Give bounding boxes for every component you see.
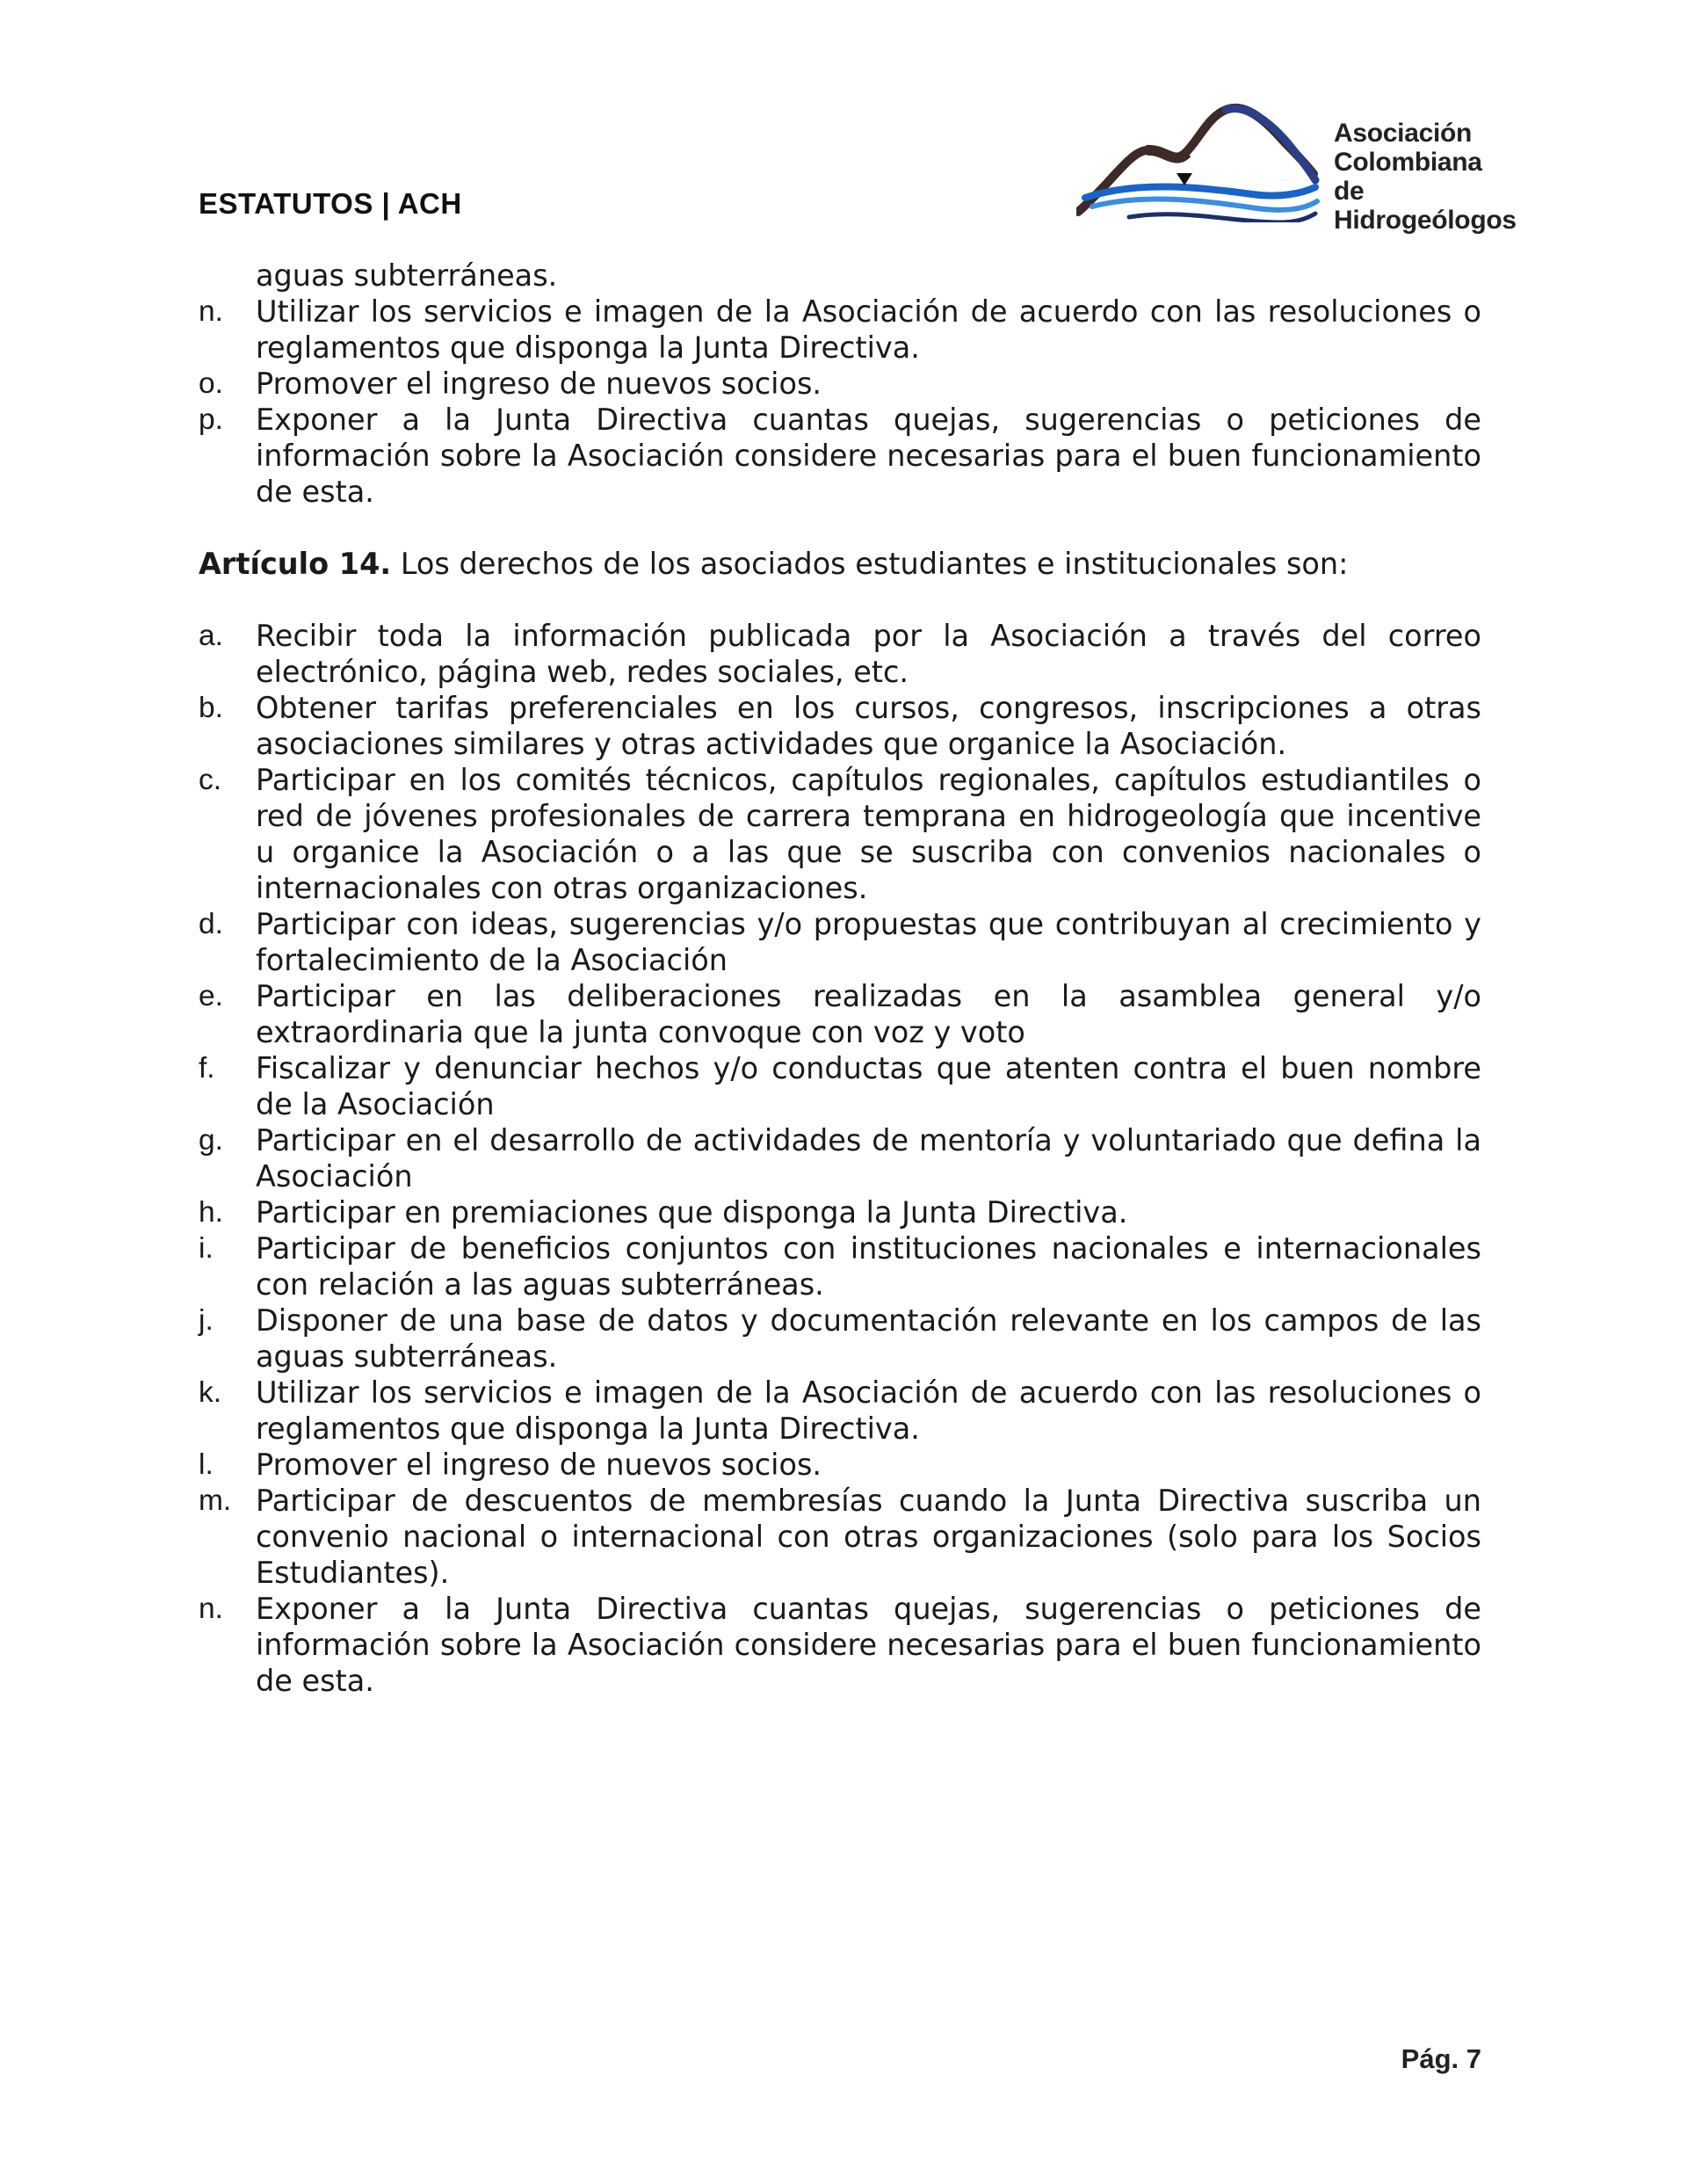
list-item-text: Promover el ingreso de nuevos socios. [256,1448,822,1482]
list-item-text: Obtener tarifas preferenciales en los cursos, congresos, inscripciones a otras asociaciones similares y otras actividades que organice la Asociación. [256,691,1481,761]
list-item [199,1050,1481,1122]
list-marker: o. [199,367,223,400]
list-marker: c. [199,764,222,796]
logo-text-line1: Asociación [1334,119,1473,148]
list-item [199,1122,1481,1194]
list-marker: p. [199,403,223,436]
list-marker: h. [199,1196,223,1229]
list-marker: i. [199,1232,214,1265]
logo-text-line2: Colombiana de [1334,148,1482,206]
list-item-text: Participar de descuentos de membresías cuando la Junta Directiva suscriba un convenio nacional o internacional con otras organizaciones (solo para los Socios Estudiantes). [256,1484,1481,1590]
document-body [199,258,1481,1699]
list-marker: g. [199,1124,223,1157]
list-marker: k. [199,1376,222,1409]
article-14-heading [199,546,1481,582]
page-number: Pág. 7 [1401,2043,1481,2074]
list-item-text: Fiscalizar y denunciar hechos y/o conductas que atenten contra el buen nombre de la Asociación [256,1051,1481,1121]
document-header-title: ESTATUTOS | ACH [199,187,462,220]
list-item [199,762,1481,906]
list-item [199,1447,1481,1483]
list-item-text: Participar en las deliberaciones realizadas en la asamblea general y/o extraordinaria que la junta convoque con voz y voto [256,979,1481,1049]
list-item [199,618,1481,690]
list-marker: e. [199,980,223,1012]
logo-text [1334,119,1517,235]
list-item [199,978,1481,1050]
list-item-text: Participar en los comités técnicos, capítulos regionales, capítulos estudiantiles o red de jóvenes profesionales de carrera temprana en hidrogeología que incentive u organice la Asociación o a las que se suscriba con convenios nacionales o internacionales con otras organizaciones. [256,763,1481,905]
list-marker: b. [199,692,223,724]
list-item-text: Utilizar los servicios e imagen de la Asociación de acuerdo con las resoluciones o reglamentos que disponga la Junta Directiva. [256,1375,1481,1446]
article-label: Artículo 14. [199,547,392,581]
list-item-text: Promover el ingreso de nuevos socios. [256,366,822,401]
ach-logo [1076,92,1517,235]
list-item [199,366,1481,402]
list-item-text: Participar de beneficios conjuntos con instituciones nacionales e internacionales con relación a las aguas subterráneas. [256,1231,1481,1302]
list-item [199,1302,1481,1375]
list-item-text: Participar con ideas, sugerencias y/o propuestas que contribuyan al crecimiento y fortalecimiento de la Asociación [256,907,1481,977]
article-text: Los derechos de los asociados estudiantes e institucionales son: [391,547,1349,581]
list-item [199,1230,1481,1302]
list-item [199,294,1481,366]
list-marker: d. [199,908,223,940]
list-marker: j. [199,1304,214,1337]
list-item [199,1591,1481,1699]
list-item-text: Utilizar los servicios e imagen de la Asociación de acuerdo con las resoluciones o reglamentos que disponga la Junta Directiva. [256,294,1481,365]
list-item-text: Participar en el desarrollo de actividades de mentoría y voluntariado que defina la Asociación [256,1123,1481,1194]
list-marker: l. [199,1448,214,1481]
list-item [199,906,1481,978]
logo-text-line3: Hidrogeólogos [1334,206,1517,235]
mountain-water-logo-icon [1076,99,1331,222]
list-marker: f. [199,1052,215,1085]
list-marker: a. [199,620,223,652]
list-item [199,1483,1481,1591]
list-item-text: Participar en premiaciones que disponga la Junta Directiva. [256,1195,1128,1230]
list-item-text: Recibir toda la información publicada por la Asociación a través del correo electrónico, página web, redes sociales, etc. [256,619,1481,689]
list-item [199,1375,1481,1447]
list-item [199,1194,1481,1230]
list-marker: m. [199,1484,232,1517]
list-item-text: Exponer a la Junta Directiva cuantas quejas, sugerencias o peticiones de información sobre la Asociación considere necesarias para el buen funcionamiento de esta. [256,403,1481,509]
list-item [199,402,1481,510]
continuation-text: aguas subterráneas. [256,258,558,293]
list-item [199,690,1481,762]
list-item-text: Exponer a la Junta Directiva cuantas quejas, sugerencias o peticiones de información sobre la Asociación considere necesarias para el buen funcionamiento de esta. [256,1592,1481,1698]
list-marker: n. [199,1593,223,1625]
list-item-text: Disponer de una base de datos y documentación relevante en los campos de las aguas subterráneas. [256,1303,1481,1374]
list-marker: n. [199,295,223,328]
